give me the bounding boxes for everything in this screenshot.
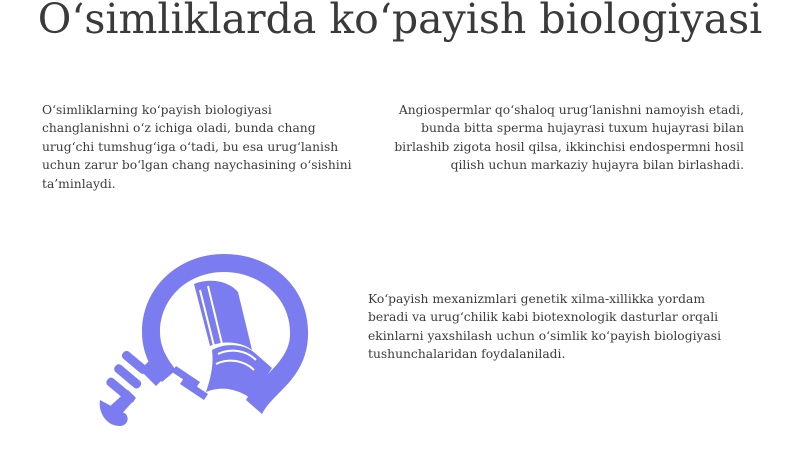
paragraph-pollination: O‘simliklarning ko‘payish biologiyasi changlanishni o‘z ichiga oladi, bunda chang urug‘chi tumshug‘iga o‘tadi, bu esa urug‘lanish uchun zarur bo‘lgan chang naychasining o‘sishini ta’minlaydi. [42,103,352,191]
paragraph-genetic-diversity: Ko‘payish mexanizmlari genetik xilma-xillikka yordam beradi va urug‘chilik kabi biotexnologik dasturlar orqali ekinlarni yaxshilash uchun o‘simlik ko‘payish biologiyasi tushunchalaridan foydalaniladi. [368,292,722,362]
lightbulb-with-book-icon [96,250,316,435]
page-title: O‘simliklarda ko‘payish biologiyasi [37,0,763,43]
paragraph-double-fertilization: Angiospermlar qo‘shaloq urug‘lanishni namoyish etadi, bunda bitta sperma hujayrasi tuxum hujayrasi bilan birlashib zigota hosil qilsa, ikkinchisi endospermni hosil qilish uchun markaziy hujayra bilan birlashadi. [394,103,744,173]
